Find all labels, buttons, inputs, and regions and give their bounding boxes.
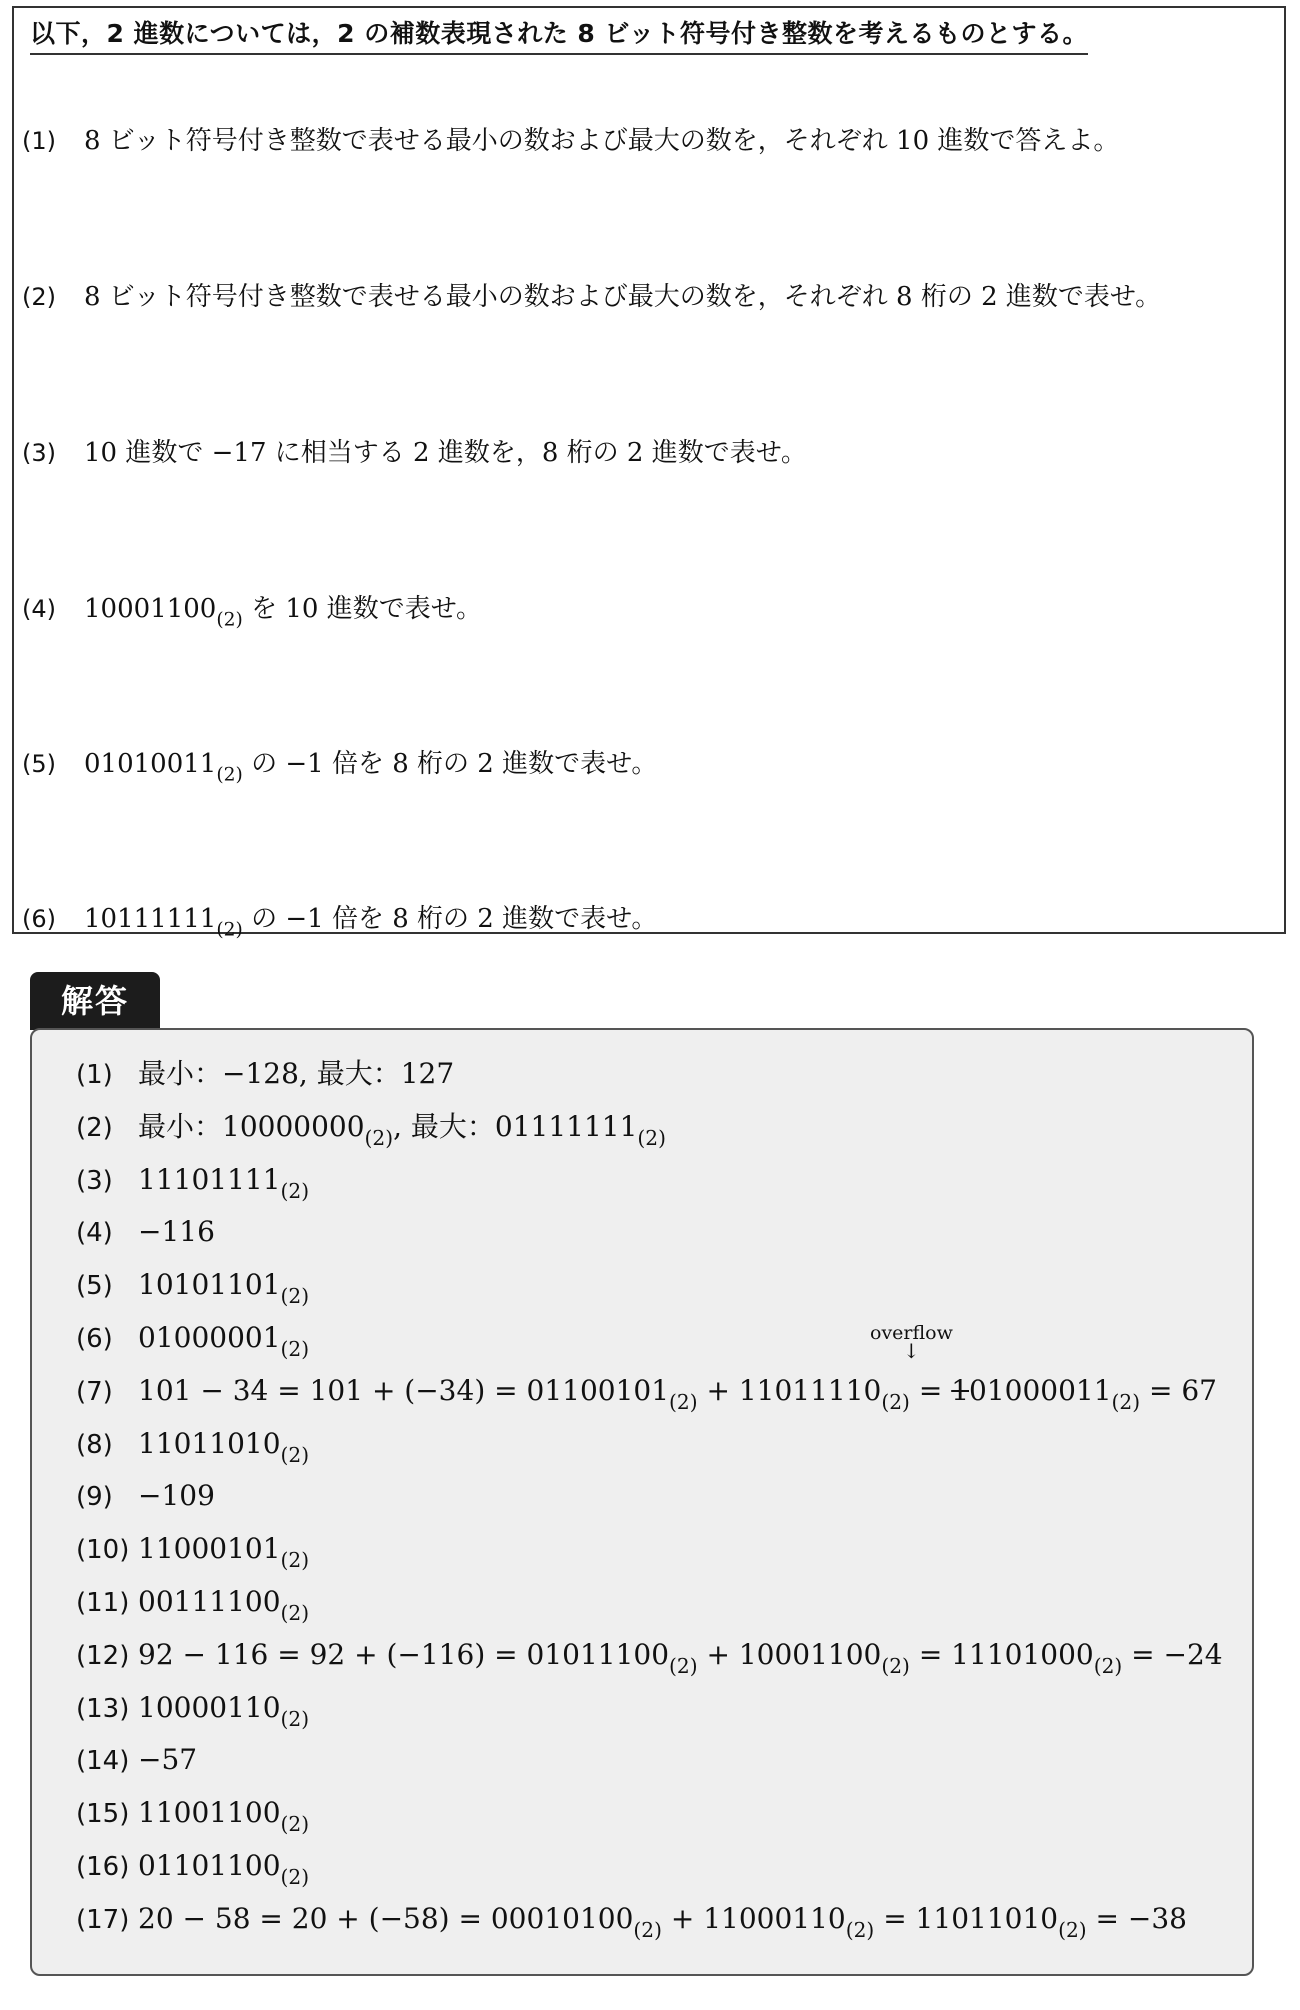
down-arrow-icon: ↓ xyxy=(903,1339,920,1363)
radix-subscript: (2) xyxy=(280,1442,310,1467)
answer-number: (13) xyxy=(76,1693,130,1724)
answer-row xyxy=(76,1312,309,1364)
radix-subscript: (2) xyxy=(216,919,243,941)
answer-number: (2) xyxy=(76,1112,113,1143)
answer-text: 10101101 xyxy=(138,1268,281,1302)
answer-row xyxy=(76,1154,309,1206)
answer-row xyxy=(76,1576,309,1628)
answer-number: (15) xyxy=(76,1799,130,1830)
answer-text: = 67 xyxy=(1140,1373,1217,1407)
answer-text: 01000011 xyxy=(969,1373,1112,1407)
answer-text: 92 − 116 = 92 + (−116) = 01011100 xyxy=(138,1637,670,1671)
answer-row xyxy=(76,1734,197,1786)
question-text: 8 ビット符号付き整数で表せる最小の数および最大の数を，それぞれ 8 桁の 2 進数で表せ。 xyxy=(84,282,1162,312)
answer-row xyxy=(76,1206,215,1258)
answer-text: = xyxy=(909,1373,952,1407)
answer-number: (7) xyxy=(76,1376,113,1407)
radix-subscript: (2) xyxy=(637,1125,666,1150)
answer-number: (14) xyxy=(76,1746,130,1777)
question-text: 8 ビット符号付き整数で表せる最小の数および最大の数を，それぞれ 10 進数で答えよ。 xyxy=(84,126,1120,156)
answer-row xyxy=(76,1418,309,1470)
radix-subscript: (2) xyxy=(280,1865,310,1890)
radix-subscript: (2) xyxy=(280,1178,310,1203)
answer-row xyxy=(76,1048,454,1100)
question-number: (3) xyxy=(22,439,56,467)
answer-number: (16) xyxy=(76,1852,130,1882)
answer-text: = −24 xyxy=(1122,1637,1223,1671)
radix-subscript: (2) xyxy=(364,1125,394,1150)
radix-subscript: (2) xyxy=(280,1601,310,1626)
answer-number: (9) xyxy=(76,1482,113,1513)
answer-number: (3) xyxy=(76,1165,113,1196)
question-1 xyxy=(22,120,1119,157)
answer-row xyxy=(76,1101,666,1153)
radix-subscript: (2) xyxy=(280,1337,310,1362)
radix-subscript: (2) xyxy=(1093,1653,1123,1678)
answer-text: + 11000110 xyxy=(661,1901,846,1935)
answer-row xyxy=(76,1365,1217,1417)
answer-text: = −38 xyxy=(1086,1901,1187,1935)
answer-row xyxy=(76,1259,309,1311)
question-3 xyxy=(22,432,807,469)
answer-number: (17) xyxy=(76,1904,130,1935)
answer-text: + 11011110 xyxy=(697,1373,882,1407)
radix-subscript: (2) xyxy=(280,1812,310,1837)
question-binary: 10111111 xyxy=(84,904,217,934)
answer-text: , 最大：01111111 xyxy=(393,1109,638,1143)
answer-row xyxy=(76,1470,215,1522)
answer-text: 11000101 xyxy=(138,1532,281,1566)
answer-text: = 11011010 xyxy=(874,1901,1059,1935)
answer-number: (4) xyxy=(76,1218,113,1249)
answer-number: (1) xyxy=(76,1060,113,1090)
radix-subscript: (2) xyxy=(280,1548,310,1573)
answer-row xyxy=(76,1840,309,1892)
radix-subscript: (2) xyxy=(216,609,243,631)
answer-text: 11011010 xyxy=(138,1426,281,1460)
question-number: (4) xyxy=(22,595,56,623)
radix-subscript: (2) xyxy=(669,1653,698,1678)
answer-row xyxy=(76,1893,1187,1945)
answer-number: (8) xyxy=(76,1429,113,1460)
answer-tab-label: 解答 xyxy=(30,972,160,1030)
answer-text: −109 xyxy=(138,1479,215,1513)
question-text: の −1 倍を 8 桁の 2 進数で表せ。 xyxy=(242,749,658,779)
answer-text: 01101100 xyxy=(138,1849,281,1882)
overflow-note xyxy=(870,1322,953,1363)
radix-subscript: (2) xyxy=(280,1706,310,1731)
answer-row xyxy=(76,1629,1223,1681)
answer-text: −116 xyxy=(138,1215,215,1249)
answer-text: −57 xyxy=(138,1743,198,1777)
answer-text: 20 − 58 = 20 + (−58) = 00010100 xyxy=(138,1901,634,1935)
answer-text: + 10001100 xyxy=(697,1637,882,1671)
question-2 xyxy=(22,276,1161,313)
question-number: (1) xyxy=(22,127,56,155)
question-binary: 01010011 xyxy=(84,749,217,779)
radix-subscript: (2) xyxy=(280,1284,310,1309)
answer-number: (6) xyxy=(76,1324,113,1354)
answer-text: = 11101000 xyxy=(909,1637,1094,1671)
radix-subscript: (2) xyxy=(216,764,243,786)
answer-number: (5) xyxy=(76,1271,113,1302)
question-number: (2) xyxy=(22,283,56,311)
question-text: を 10 進数で表せ。 xyxy=(242,594,482,624)
question-4 xyxy=(22,588,482,630)
radix-subscript: (2) xyxy=(845,1917,875,1942)
answer-number: (10) xyxy=(76,1535,130,1566)
answer-text: 01000001 xyxy=(138,1321,281,1354)
answer-row xyxy=(76,1682,309,1734)
answer-text: 最小：10000000 xyxy=(138,1109,365,1143)
answer-text: 最小：−128, 最大：127 xyxy=(138,1057,455,1090)
answer-number: (11) xyxy=(76,1588,130,1618)
question-number: (5) xyxy=(22,750,56,778)
radix-subscript: (2) xyxy=(1058,1917,1087,1942)
question-6 xyxy=(22,898,657,940)
question-text: 10 進数で −17 に相当する 2 進数を，8 桁の 2 進数で表せ。 xyxy=(84,438,807,468)
radix-subscript: (2) xyxy=(881,1653,910,1678)
radix-subscript: (2) xyxy=(1111,1389,1141,1414)
radix-subscript: (2) xyxy=(633,1917,662,1942)
radix-subscript: (2) xyxy=(669,1389,698,1414)
question-text: の −1 倍を 8 桁の 2 進数で表せ。 xyxy=(242,904,658,934)
answer-text: 00111100 xyxy=(138,1585,281,1618)
answer-row xyxy=(76,1787,309,1839)
answer-text: 101 − 34 = 101 + (−34) = 01100101 xyxy=(138,1373,670,1407)
question-box xyxy=(12,6,1286,941)
answer-text: 11001100 xyxy=(138,1796,281,1830)
overflow-bit: 1 xyxy=(951,1373,970,1407)
answer-text: 10000110 xyxy=(138,1690,281,1724)
question-number: (6) xyxy=(22,905,56,933)
question-binary: 10001100 xyxy=(84,594,217,624)
question-intro: 以下，2 進数については，2 の補数表現された 8 ビット符号付き整数を考えるものとする。 xyxy=(30,14,1088,55)
radix-subscript: (2) xyxy=(881,1389,910,1414)
overflow-label: overflow xyxy=(870,1322,953,1344)
answer-row xyxy=(76,1523,309,1575)
answer-number: (12) xyxy=(76,1640,130,1671)
question-5 xyxy=(22,743,657,785)
answer-text: 11101111 xyxy=(138,1162,281,1196)
